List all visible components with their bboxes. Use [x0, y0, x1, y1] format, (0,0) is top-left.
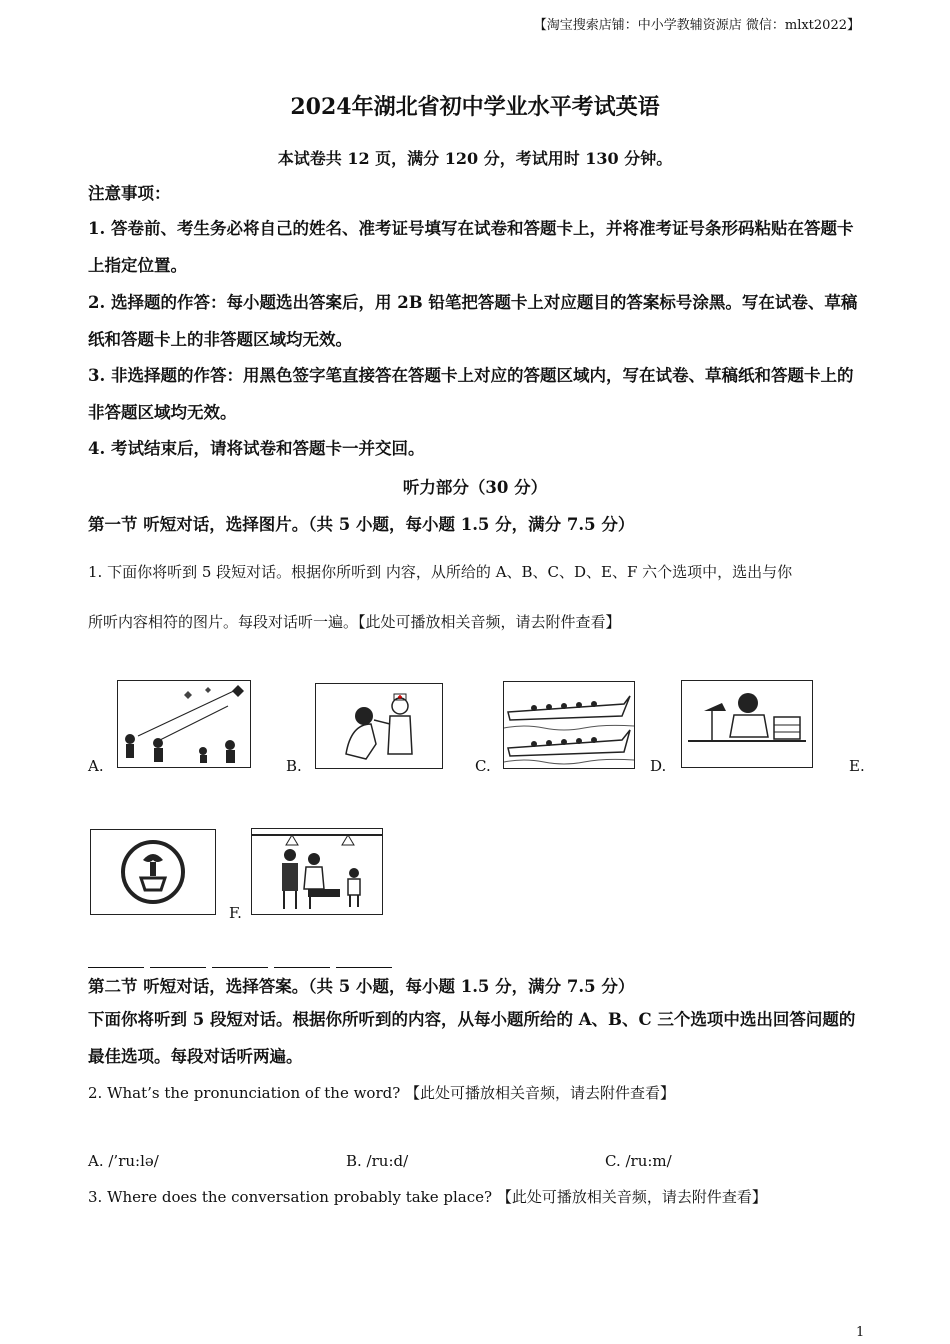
question-3: 3. Where does the conversation probably take place? 【此处可播放相关音频，请去附件查看】 — [88, 1188, 767, 1206]
section2-heading: 第二节 听短对话，选择答案。（共 5 小题，每小题 1.5 分，满分 7.5 分） — [88, 977, 635, 996]
note-item-4: 4. 考试结束后，请将试卷和答题卡一并交回。 — [88, 439, 425, 458]
question-2: 2. What’s the pronunciation of the word? 【此处可播放相关音频，请去附件查看】 — [88, 1084, 676, 1102]
page-number: 1 — [856, 1325, 865, 1340]
answer-blank[interactable] — [336, 966, 392, 968]
listening-heading: 听力部分（30 分） — [402, 478, 548, 497]
section2-instruction: 下面你将听到 5 段短对话。根据你所听到的内容，从每小题所给的 A、B、C 三个选项中选出回答问题的最佳选项。每段对话听两遍。 — [88, 1010, 856, 1066]
q2-choice-a[interactable]: A. /’ru:lə/ — [88, 1152, 159, 1170]
option-label-d: D. — [650, 757, 667, 775]
answer-blanks — [88, 953, 398, 972]
picture-f-bus-seat[interactable] — [251, 828, 383, 915]
exam-subtitle: 本试卷共 12 页，满分 120 分，考试用时 130 分钟。 — [277, 149, 673, 168]
dragon-boat-icon — [504, 682, 634, 768]
circular-sign-icon — [91, 830, 215, 914]
picture-d-studying[interactable] — [681, 680, 813, 768]
section1-instruction-line1: 1. 下面你将听到 5 段短对话。根据你所听到 内容，从所给的 A、B、C、D、E、F 六个选项中，选出与你 — [88, 563, 793, 581]
student-desk-icon — [682, 681, 812, 767]
answer-blank[interactable] — [150, 966, 206, 968]
option-label-b: B. — [286, 757, 302, 775]
note-item-1: 1. 答卷前、考生务必将自己的姓名、准考证号填写在试卷和答题卡上，并将准考证号条形码粘贴在答题卡上指定位置。 — [88, 219, 854, 275]
option-label-f: F. — [229, 904, 242, 922]
page-title: 2024年湖北省初中学业水平考试英语 — [290, 94, 660, 120]
section1-instruction-line2: 所听内容相符的图片。每段对话听一遍。【此处可播放相关音频，请去附件查看】 — [88, 613, 621, 631]
giving-seat-icon — [252, 829, 382, 914]
q2-choice-b[interactable]: B. /ru:d/ — [346, 1152, 409, 1170]
option-label-a: A. — [88, 757, 104, 775]
picture-e-sign[interactable] — [90, 829, 216, 915]
picture-b-dentist[interactable] — [315, 683, 443, 769]
answer-blank[interactable] — [274, 966, 330, 968]
answer-blank[interactable] — [88, 966, 144, 968]
page-header: 【淘宝搜索店铺：中小学教辅资源店 微信：mlxt2022】 — [533, 18, 860, 33]
q2-choice-c[interactable]: C. /ru:m/ — [605, 1152, 672, 1170]
option-label-e: E. — [849, 757, 865, 775]
note-item-2: 2. 选择题的作答：每小题选出答案后，用 2B 铅笔把答题卡上对应题目的答案标号涂黑。写在试卷、草稿纸和答题卡上的非答题区域均无效。 — [88, 293, 858, 349]
section1-heading: 第一节 听短对话，选择图片。（共 5 小题，每小题 1.5 分，满分 7.5 分） — [88, 515, 635, 534]
picture-c-dragon-boats[interactable] — [503, 681, 635, 769]
notes-heading: 注意事项： — [88, 184, 171, 203]
kite-flying-icon — [118, 681, 250, 767]
option-label-c: C. — [475, 757, 491, 775]
picture-a-kites[interactable] — [117, 680, 251, 768]
note-item-3: 3. 非选择题的作答：用黑色签字笔直接答在答题卡上对应的答题区域内，写在试卷、草稿纸和答题卡上的非答题区域均无效。 — [88, 366, 854, 422]
answer-blank[interactable] — [212, 966, 268, 968]
dentist-icon — [316, 684, 442, 768]
